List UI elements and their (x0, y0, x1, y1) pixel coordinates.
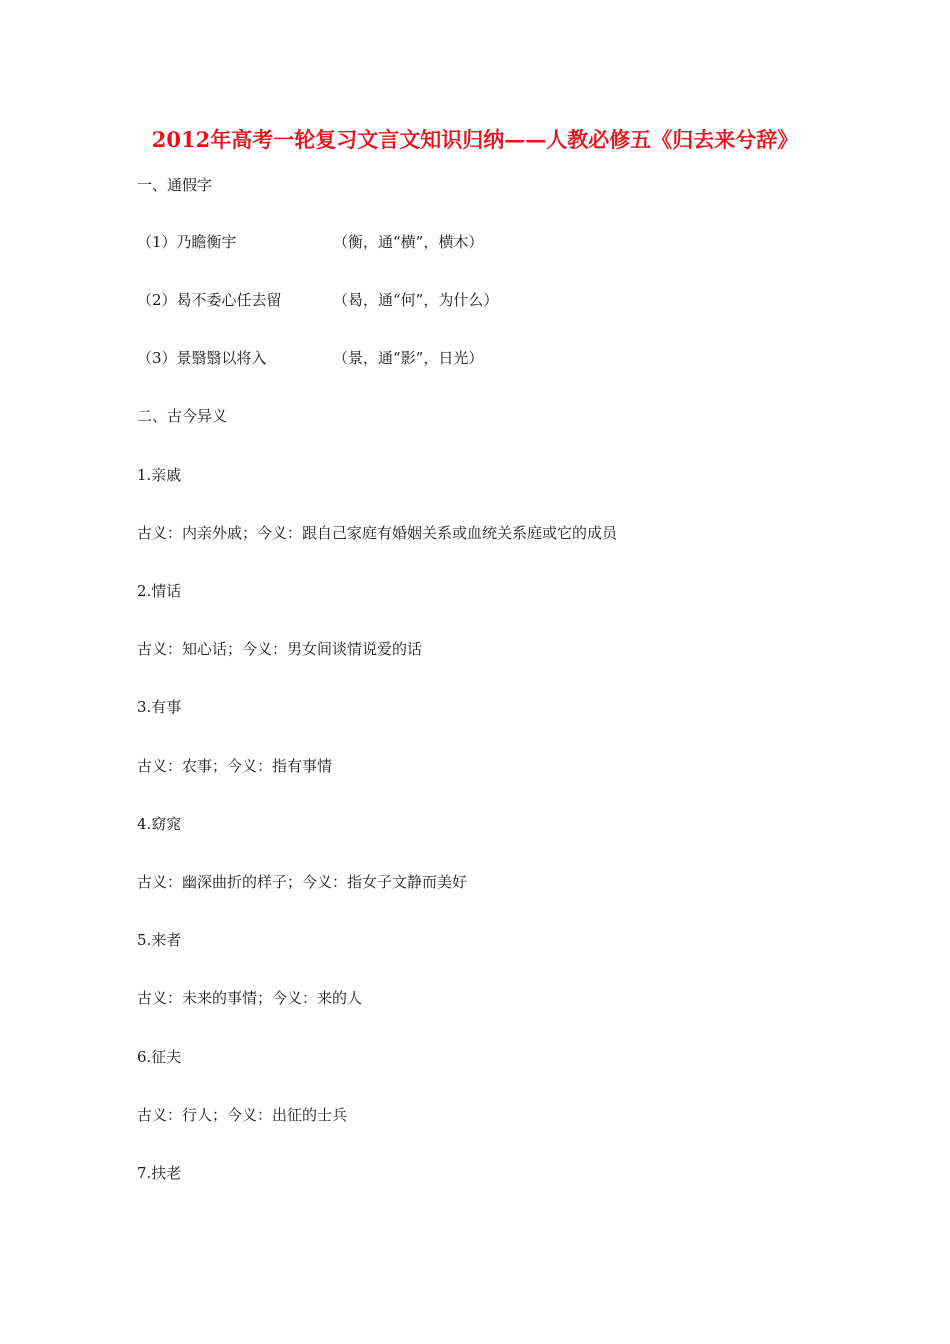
tongjiazi-item (137, 232, 483, 252)
tongjiazi-phrase: （2）曷不委心任去留 (137, 291, 282, 309)
gujinyiyi-word: 1.亲戚 (137, 466, 182, 484)
gujinyiyi-meaning: 古义：知心话；今义：男女间谈情说爱的话 (137, 640, 423, 658)
gujinyiyi-word: 7.扶老 (137, 1164, 182, 1182)
tongjiazi-note: （景，通“影”，日光） (333, 349, 484, 367)
gujinyiyi-meaning: 古义：内亲外戚；今义：跟自己家庭有婚姻关系或血统关系庭或它的成员 (137, 524, 618, 542)
gujinyiyi-meaning: 古义：未来的事情；今义：来的人 (137, 989, 363, 1007)
document-title: 2012年高考一轮复习文言文知识归纳——人教必修五《归去来兮辞》 (151, 127, 799, 152)
section-heading-gujinyiyi: 二、古今异义 (137, 407, 228, 425)
gujinyiyi-word: 2.情话 (137, 582, 182, 600)
section-heading-tongjiazi: 一、通假字 (137, 176, 213, 194)
gujinyiyi-meaning: 古义：农事；今义：指有事情 (137, 757, 333, 775)
gujinyiyi-meaning: 古义：幽深曲折的样子；今义：指女子文静而美好 (137, 873, 468, 891)
tongjiazi-phrase: （3）景翳翳以将入 (137, 349, 267, 367)
gujinyiyi-word: 6.征夫 (137, 1048, 182, 1066)
gujinyiyi-word: 5.来者 (137, 931, 182, 949)
tongjiazi-item (137, 290, 498, 310)
gujinyiyi-meaning: 古义：行人；今义：出征的士兵 (137, 1106, 348, 1124)
tongjiazi-phrase: （1）乃瞻衡宇 (137, 233, 237, 251)
tongjiazi-note: （曷，通“何”，为什么） (333, 291, 499, 309)
tongjiazi-item (137, 348, 483, 368)
gujinyiyi-word: 3.有事 (137, 698, 182, 716)
tongjiazi-note: （衡，通“横”，横木） (333, 233, 484, 251)
gujinyiyi-word: 4.窈窕 (137, 815, 182, 833)
